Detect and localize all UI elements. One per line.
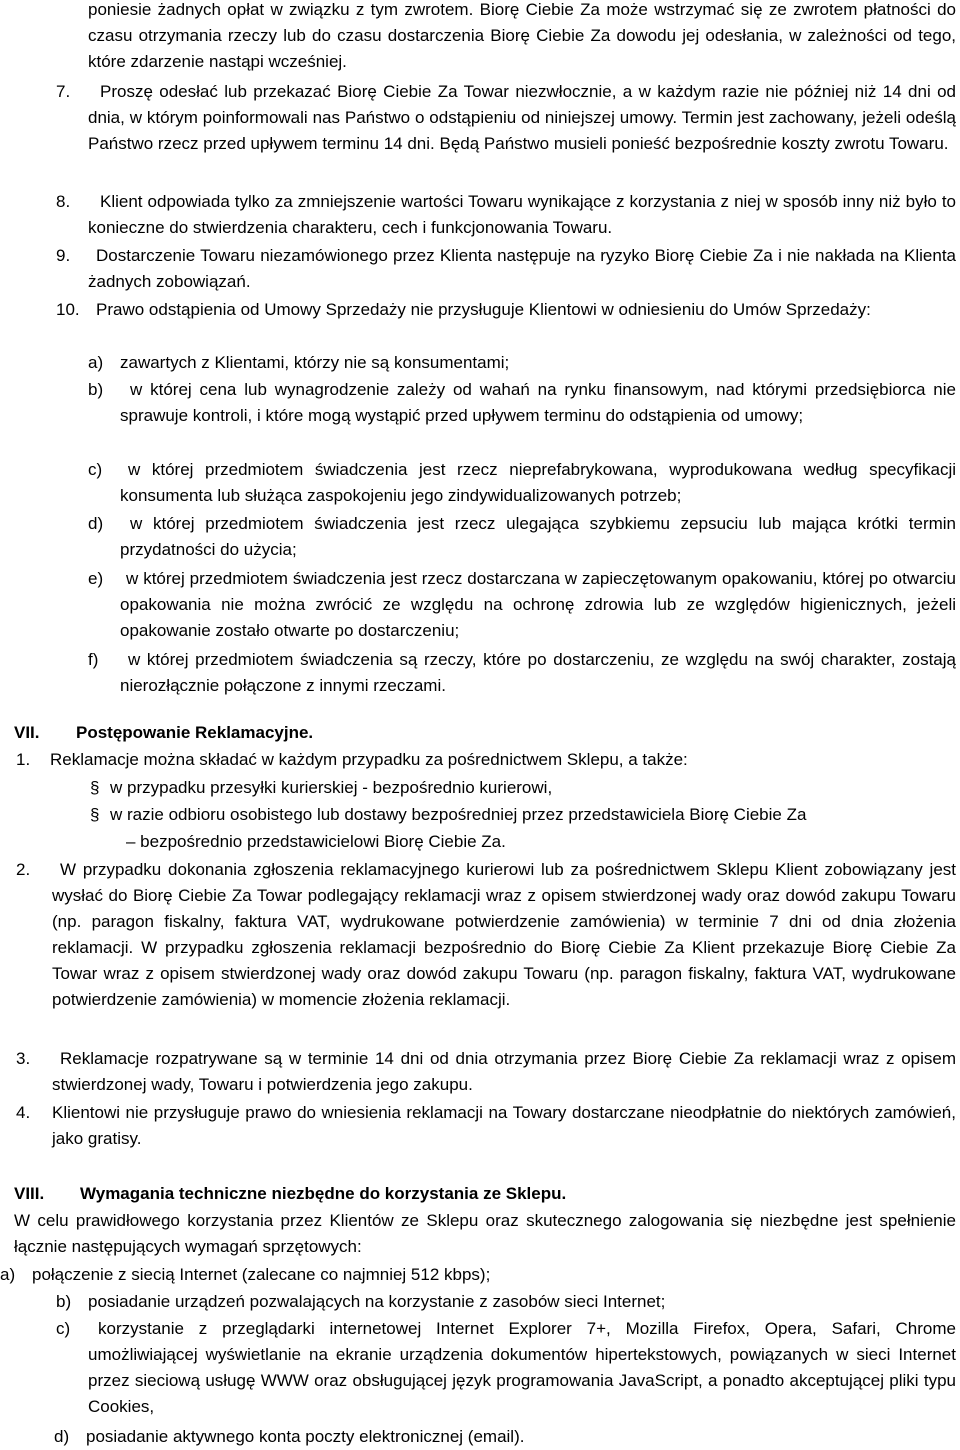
requirement-letter: c) xyxy=(56,1319,71,1338)
item-text-10: Prawo odstąpienia od Umowy Sprzedaży nie przysługuje Klientowi w odniesieniu do Umów Sprzedaży: xyxy=(96,300,871,319)
item-text-8: Klient odpowiada tylko za zmniejszenie wartości Towaru wynikające z korzystania z niej w sposób inny niż było to konieczne do stwierdzenia charakteru, cech i funkcjonowania Towaru. xyxy=(88,192,956,237)
sub-item-letter: e) xyxy=(88,569,104,588)
requirements-intro: W celu prawidłowego korzystania przez Klientów ze Sklepu oraz skutecznego zalogowania się niezbędne jest spełnienie łącznie następujących wymagań sprzętowych: xyxy=(14,1211,956,1256)
item-number-8: 8. xyxy=(56,192,71,211)
section-title-vii: Postępowanie Reklamacyjne. xyxy=(76,723,314,742)
sub-item-text: w której przedmiotem świadczenia jest rzecz dostarczana w zapieczętowanym opakowaniu, której po otwarciu opakowania nie można zwrócić ze względu na ochronę zdrowia lub ze względów higienicznych, jeżeli opakowanie zostało otwarte po dostarczeniu; xyxy=(120,569,956,640)
requirement-letter: d) xyxy=(54,1427,70,1446)
section-bullet-icon: § xyxy=(90,778,100,797)
paragraph-continuation: poniesie żadnych opłat w związku z tym zwrotem. Biorę Ciebie Za może wstrzymać się ze zwrotem płatności do czasu otrzymania rzeczy lub do czasu dostarczenia Biorę Ciebie Za dowodu jej odesłania, w zależności od tego, które zdarzenie nastąpi wcześniej. xyxy=(88,0,956,71)
sub-item-letter: b) xyxy=(88,380,104,399)
complaint-number-3: 3. xyxy=(16,1049,31,1068)
item-number-9: 9. xyxy=(56,246,71,265)
section-title-viii: Wymagania techniczne niezbędne do korzystania ze Sklepu. xyxy=(80,1184,567,1203)
requirement-text: posiadanie aktywnego konta poczty elektronicznej (email). xyxy=(86,1427,525,1446)
section-number-viii: VIII. xyxy=(14,1184,45,1203)
item-text-9: Dostarczenie Towaru niezamówionego przez Klienta następuje na ryzyko Biorę Ciebie Za i nie nakłada na Klienta żadnych zobowiązań. xyxy=(88,246,956,291)
item-text-7: Proszę odesłać lub przekazać Biorę Ciebie Za Towar niezwłocznie, a w każdym razie nie później niż 14 dni od dnia, w którym poinformowali nas Państwo o odstąpieniu od niniejszej umowy. Termin jest zachowany, jeżeli odeślą Państwo rzecz przed upływem terminu 14 dni. Będą Państwo musieli ponieść bezpośrednie koszty zwrotu Towaru. xyxy=(88,82,956,153)
sub-item-text: w której przedmiotem świadczenia są rzeczy, które po dostarczeniu, ze względu na swój charakter, zostają nierozłącznie połączone z innymi rzeczami. xyxy=(120,650,956,695)
sub-item-text: w której przedmiotem świadczenia jest rzecz nieprefabrykowana, wyprodukowana według specyfikacji konsumenta lub służąca zaspokojeniu jego zindywidualizowanych potrzeb; xyxy=(120,460,956,505)
sub-item-letter: a) xyxy=(88,353,104,372)
bullet-text: w razie odbioru osobistego lub dostawy bezpośredniej przez przedstawiciela Biorę Ciebie Za xyxy=(110,805,807,824)
requirement-letter: a) xyxy=(0,1265,16,1284)
sub-item-text: w której cena lub wynagrodzenie zależy od wahań na rynku finansowym, nad którymi przedsiębiorca nie sprawuje kontroli, i które mogą wystąpić przed upływem terminu do odstąpienia od umowy; xyxy=(120,380,956,425)
item-number-10: 10. xyxy=(56,300,80,319)
complaint-text-2: W przypadku dokonania zgłoszenia reklamacyjnego kurierowi lub za pośrednictwem Sklepu Klient zobowiązany jest wysłać do Biorę Ciebie Za Towar podlegający reklamacji wraz z opisem stwierdzonej wady oraz dowód zakupu Towaru (np. paragon fiskalny, faktura VAT, wydrukowane potwierdzenie zamówienia) w terminie 7 dni od dnia złożenia reklamacji. W przypadku zgłoszenia reklamacji bezpośrednio do Biorę Ciebie Za Klient przekazuje Biorę Ciebie Za Towar wraz z opisem stwierdzonej wady oraz dowód zakupu Towaru (np. paragon fiskalny, faktura VAT, wydrukowane potwierdzenie zamówienia) w momencie złożenia reklamacji. xyxy=(52,860,956,1009)
complaint-text-1: Reklamacje można składać w każdym przypadku za pośrednictwem Sklepu, a także: xyxy=(50,750,688,769)
item-number-7: 7. xyxy=(56,82,71,101)
complaint-text-3: Reklamacje rozpatrywane są w terminie 14 dni od dnia otrzymania przez Biorę Ciebie Za reklamacji wraz z opisem stwierdzonej wady, Towaru i potwierdzenia jego zakupu. xyxy=(52,1049,956,1094)
sub-item-letter: f) xyxy=(88,650,99,669)
bullet-text: w przypadku przesyłki kurierskiej - bezpośrednio kurierowi, xyxy=(110,778,553,797)
requirement-text: połączenie z siecią Internet (zalecane co najmniej 512 kbps); xyxy=(32,1265,491,1284)
sub-item-letter: c) xyxy=(88,460,103,479)
sub-item-text: w której przedmiotem świadczenia jest rzecz ulegająca szybkiemu zepsuciu lub mająca krótki termin przydatności do użycia; xyxy=(120,514,956,559)
section-bullet-icon: § xyxy=(90,805,100,824)
requirement-text: korzystanie z przeglądarki internetowej Internet Explorer 7+, Mozilla Firefox, Opera, Safari, Chrome umożliwiającej wyświetlanie na ekranie urządzenia dokumentów hipertekstowych, powiązanych w sieci Internet przez sieciową usługę WWW oraz obsługującej język programowania JavaScript, a ponadto akceptującej pliki typu Cookies, xyxy=(88,1319,956,1416)
complaint-text-4: Klientowi nie przysługuje prawo do wniesienia reklamacji na Towary dostarczane nieodpłatnie do niektórych zamówień, jako gratisy. xyxy=(52,1103,956,1148)
requirement-letter: b) xyxy=(56,1292,72,1311)
sub-item-text: zawartych z Klientami, którzy nie są konsumentami; xyxy=(120,353,510,372)
complaint-number-1: 1. xyxy=(16,750,31,769)
complaint-number-2: 2. xyxy=(16,860,31,879)
sub-item-letter: d) xyxy=(88,514,104,533)
bullet-text-continuation: – bezpośrednio przedstawicielowi Biorę Ciebie Za. xyxy=(126,832,506,851)
requirement-text: posiadanie urządzeń pozwalających na korzystanie z zasobów sieci Internet; xyxy=(88,1292,666,1311)
complaint-number-4: 4. xyxy=(16,1103,31,1122)
section-number-vii: VII. xyxy=(14,723,40,742)
